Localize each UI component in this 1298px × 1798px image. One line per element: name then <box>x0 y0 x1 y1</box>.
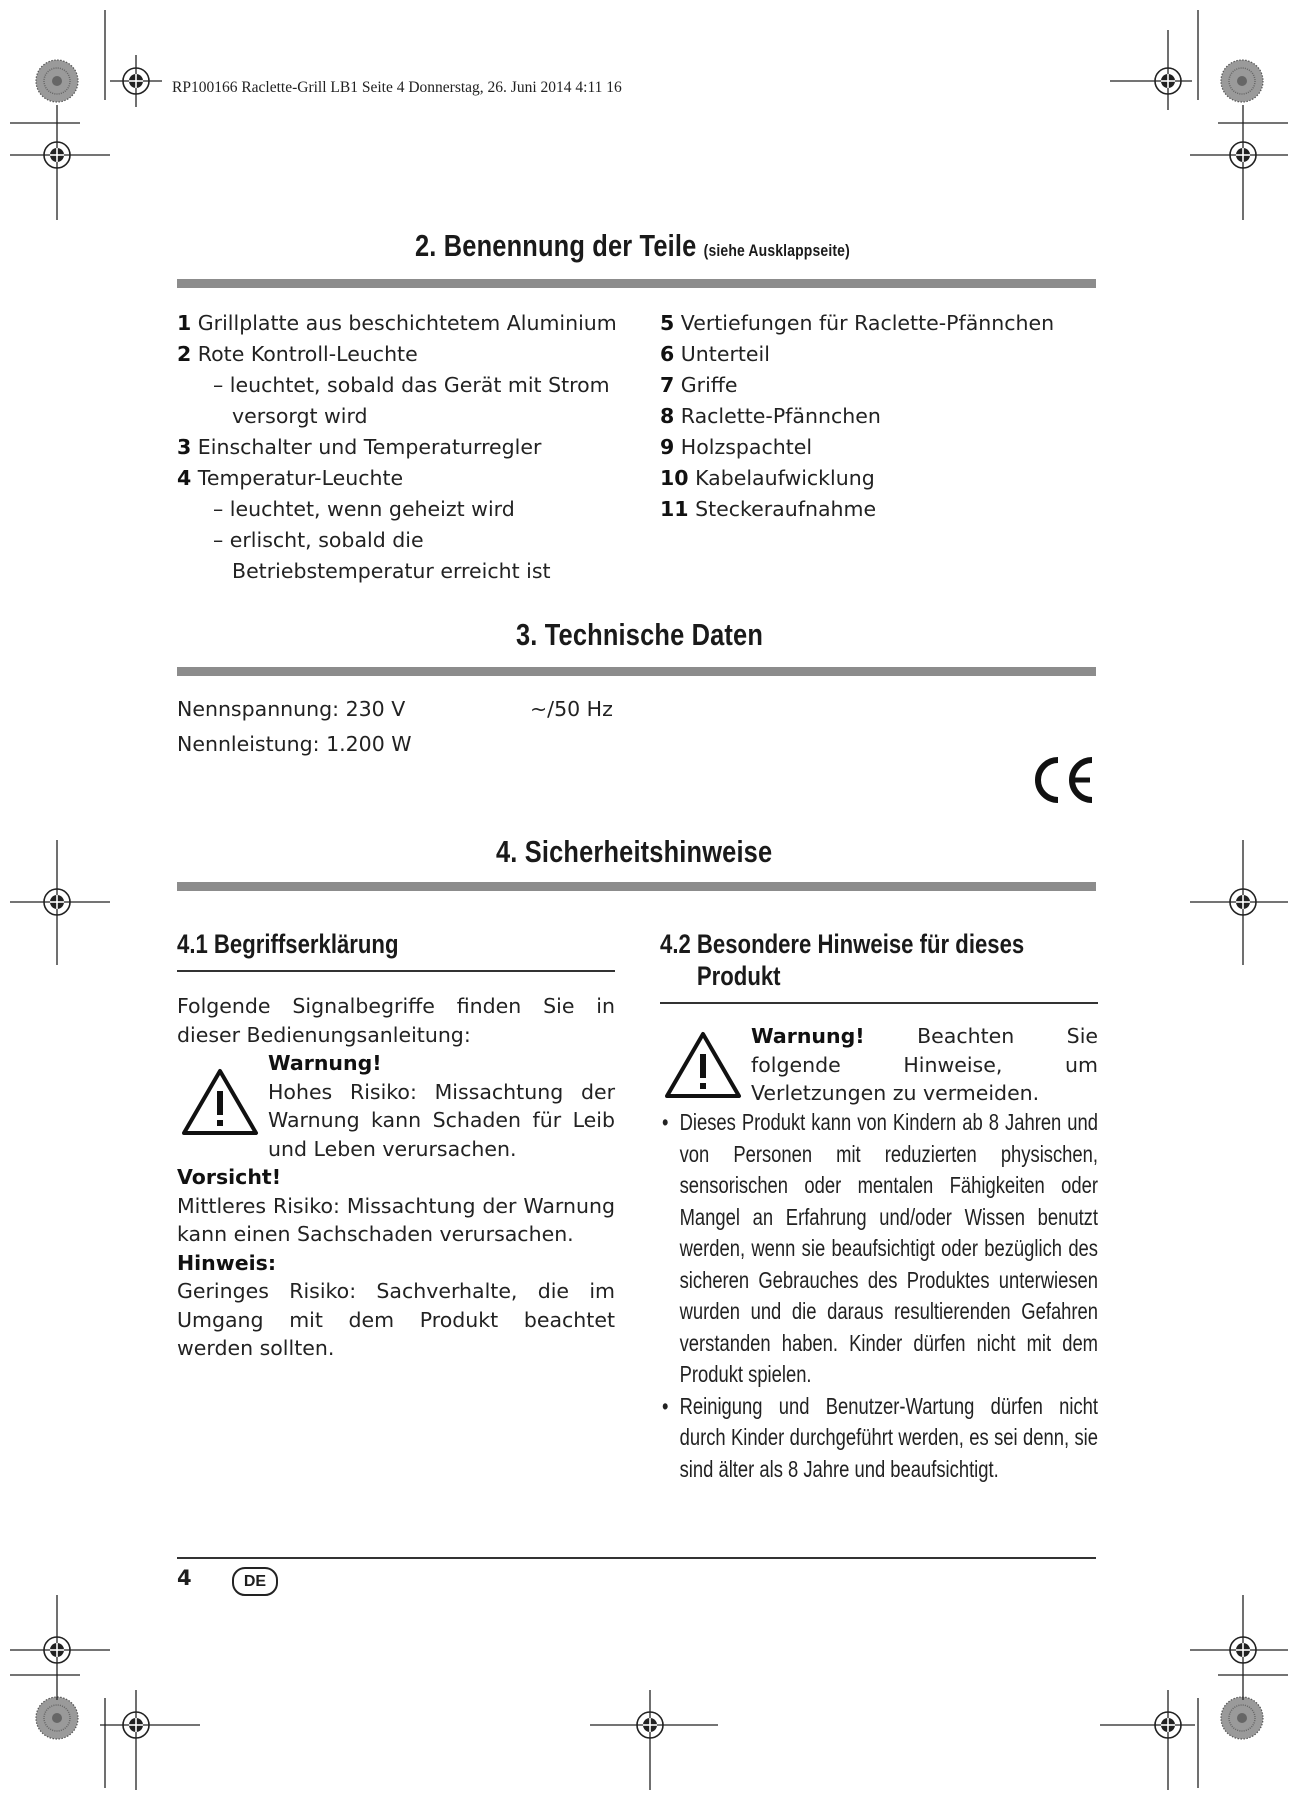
section-2-heading <box>415 228 850 264</box>
part-subitem: – leuchtet, sobald das Gerät mit Strom versorgt wird <box>213 373 610 428</box>
parts-list-right <box>660 308 1100 525</box>
part-item: 9 Holzspachtel <box>660 435 813 459</box>
rated-voltage: Nennspannung: 230 V <box>177 697 406 721</box>
warning-label: Warnung! <box>751 1024 865 1048</box>
warning-paragraph <box>751 1022 1098 1108</box>
subsection-4-1-rule <box>177 970 615 972</box>
section-3-title: 3. Technische Daten <box>516 617 764 652</box>
warning-triangle-icon <box>180 1067 260 1137</box>
section-3-bar <box>177 667 1096 676</box>
part-item: 6 Unterteil <box>660 342 770 366</box>
rated-frequency: ~/50 Hz <box>530 697 613 721</box>
part-item: 10 Kabelaufwicklung <box>660 466 875 490</box>
section-2-subtitle: (siehe Ausklappseite) <box>703 241 850 260</box>
warning-triangle-icon <box>663 1030 743 1100</box>
part-item: 7 Griffe <box>660 373 738 397</box>
subsection-4-2-title: 4.2 Besondere Hinweise für dieses Produkt <box>660 929 1025 991</box>
page-number: 4 <box>177 1566 192 1590</box>
warning-label: Warnung! <box>268 1051 382 1075</box>
print-slug: RP100166 Raclette-Grill LB1 Seite 4 Donnerstag, 26. Juni 2014 4:11 16 <box>172 79 622 96</box>
parts-list-left <box>177 308 627 587</box>
part-item: 4 Temperatur-Leuchte <box>177 466 404 490</box>
footer-rule <box>177 1557 1096 1559</box>
warning-block-4-2 <box>660 1022 1100 1114</box>
ce-mark-icon <box>1030 755 1096 805</box>
intro-text: Folgende Signalbegriffe finden Sie in dieser Bedienungsanleitung: <box>177 994 615 1047</box>
subsection-4-1-body <box>177 992 615 1363</box>
part-item: 5 Vertiefungen für Raclette-Pfännchen <box>660 311 1055 335</box>
part-item: 3 Einschalter und Temperaturregler <box>177 435 542 459</box>
language-badge: DE <box>232 1567 278 1596</box>
caution-text: Mittleres Risiko: Missachtung der Warnung kann einen Sachschaden verursachen. <box>177 1193 615 1246</box>
caution-label: Vorsicht! <box>177 1165 282 1189</box>
section-2-bar <box>177 279 1096 288</box>
warning-text: Beachten Sie folgende Hinweise, um Verletzungen zu vermeiden. <box>751 1024 1098 1105</box>
note-text: Geringes Risiko: Sachverhalte, die im Umgang mit dem Produkt beachtet werden sollten. <box>177 1279 615 1360</box>
part-item: 2 Rote Kontroll-Leuchte <box>177 342 418 366</box>
subsection-4-2-rule <box>660 1002 1098 1004</box>
part-item: 8 Raclette-Pfännchen <box>660 404 881 428</box>
part-subitem: – erlischt, sobald die Betriebstemperatur erreicht ist <box>213 528 551 583</box>
rated-power: Nennleistung: 1.200 W <box>177 732 412 756</box>
warning-text: Hohes Risiko: Missachtung der Warnung kann Schaden für Leib und Leben verursachen. <box>268 1079 615 1161</box>
section-4-bar <box>177 882 1096 891</box>
subsection-4-1-title: 4.1 Begriffserklärung <box>177 929 399 959</box>
section-2-title: 2. Benennung der Teile <box>415 228 697 263</box>
bullet-list <box>662 1107 1098 1485</box>
list-item: • Reinigung und Benutzer-Wartung dürfen nicht durch Kinder durchgeführt werden, es sei denn, sie sind älter als 8 Jahre und beaufsichtigt. <box>662 1392 1098 1482</box>
part-item: 11 Steckeraufnahme <box>660 497 877 521</box>
note-label: Hinweis: <box>177 1250 277 1275</box>
list-item: • Dieses Produkt kann von Kindern ab 8 Jahren und von Personen mit reduzierten physischen, sensorischen oder mentalen Fähigkeiten oder Mangel an Erfahrung und/oder Wissen benutzt werden, wenn sie beaufsichtigt oder bezüglich des sicheren Gebrauches des Produktes unterwiesen wurden und die daraus resultierenden Gefahren verstanden haben. Kinder dürfen nicht mit dem Produkt spielen. <box>662 1109 1098 1387</box>
part-item: 1 Grillplatte aus beschichtetem Aluminium <box>177 311 617 335</box>
part-subitem: – leuchtet, wenn geheizt wird <box>213 497 515 521</box>
warning-block <box>177 1049 615 1163</box>
section-4-title: 4. Sicherheitshinweise <box>496 834 773 869</box>
